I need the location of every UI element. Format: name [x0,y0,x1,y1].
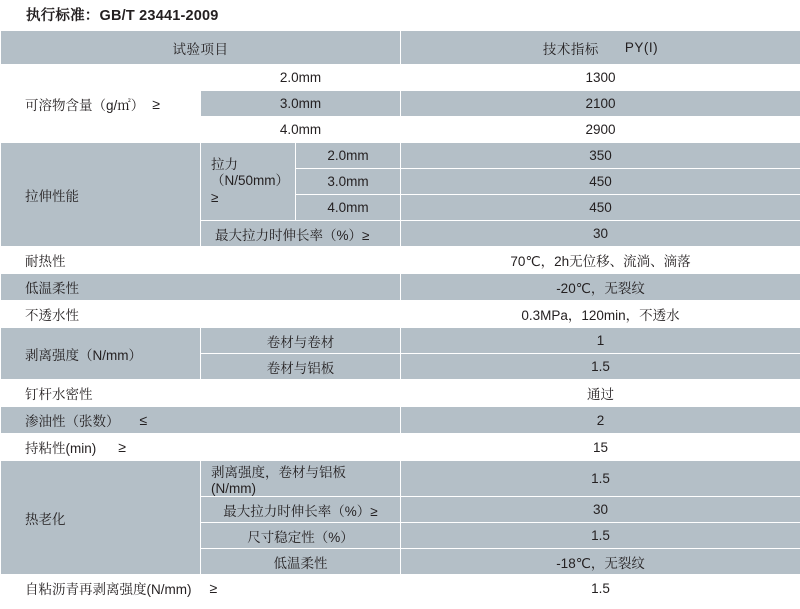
sub-label: 3.0mm [296,169,401,195]
table-row [1,143,800,169]
table-row [1,380,800,407]
row-value: 通过 [401,380,800,407]
row-value: -20℃，无裂纹 [401,274,800,301]
table-row [1,301,800,328]
sub-value: 450 [401,169,800,195]
table-row [1,65,800,91]
header-cell-index: 技术指标 PY(I) [401,31,800,65]
sub-value: 1.5 [401,354,800,380]
row-label-peel-strength: 剥离强度（N/mm） [1,328,201,380]
sub-label: 4.0mm [296,195,401,221]
table-row [1,461,800,497]
sub-label: 卷材与铝板 [201,354,401,380]
sub-label: 最大拉力时伸长率（%）≥ [201,497,401,523]
sub-value: 450 [401,195,800,221]
row-label-low-temp-flexibility: 低温柔性 [1,274,401,301]
sub-label: 剥离强度，卷材与铝板(N/mm) [201,461,401,497]
sub-value: 2900 [401,117,800,143]
sub-label: 低温柔性 [201,549,401,575]
row-value: 0.3MPa，120min，不透水 [401,301,800,328]
row-value: 70℃，2h无位移、流淌、滴落 [401,247,800,274]
table-row [1,328,800,354]
row-value: 1.5 [401,575,800,602]
sub-value: 1.5 [401,461,800,497]
table-row [1,407,800,434]
standard-line: 执行标准：GB/T 23441-2009 [26,8,219,24]
sub-label: 尺寸稳定性（%） [201,523,401,549]
sub-label: 3.0mm [201,91,401,117]
sub-value: 1300 [401,65,800,91]
sub-value: 30 [401,221,800,247]
row-label-impermeability: 不透水性 [1,301,401,328]
sub-label-elongation: 最大拉力时伸长率（%）≥ [201,221,401,247]
row-label-tensile: 拉伸性能 [1,143,201,247]
row-label-soluble-content: 可溶物含量（g/㎡） ≥ [1,65,201,143]
header-cell-item: 试验项目 [1,31,401,65]
sub-value: 30 [401,497,800,523]
row-value: 2 [401,407,800,434]
sub-label: 4.0mm [201,117,401,143]
row-label-holding-adhesion: 持粘性(min) ≥ [1,434,401,461]
row-label-heat-aging: 热老化 [1,461,201,575]
table-row [1,575,800,602]
row-label-self-adhesive-repeel: 自粘沥青再剥离强度(N/mm) ≥ [1,575,401,602]
sub-value: 1 [401,328,800,354]
sub-label: 2.0mm [296,143,401,169]
row-label-oil-bleeding: 渗油性（张数） ≤ [1,407,401,434]
sub-value: -18℃，无裂纹 [401,549,800,575]
sub-value: 350 [401,143,800,169]
group-label-tensile-force: 拉力 （N/50mm） ≥ [201,143,296,221]
table-row [1,274,800,301]
table-header-row [1,31,800,65]
sub-value: 2100 [401,91,800,117]
row-label-heat-resistance: 耐热性 [1,247,401,274]
row-label-nail-watertightness: 钉杆水密性 [1,380,401,407]
table-row [1,434,800,461]
spec-table [0,30,800,602]
sub-label: 卷材与卷材 [201,328,401,354]
sub-label: 2.0mm [201,65,401,91]
sub-value: 1.5 [401,523,800,549]
row-value: 15 [401,434,800,461]
table-row [1,247,800,274]
